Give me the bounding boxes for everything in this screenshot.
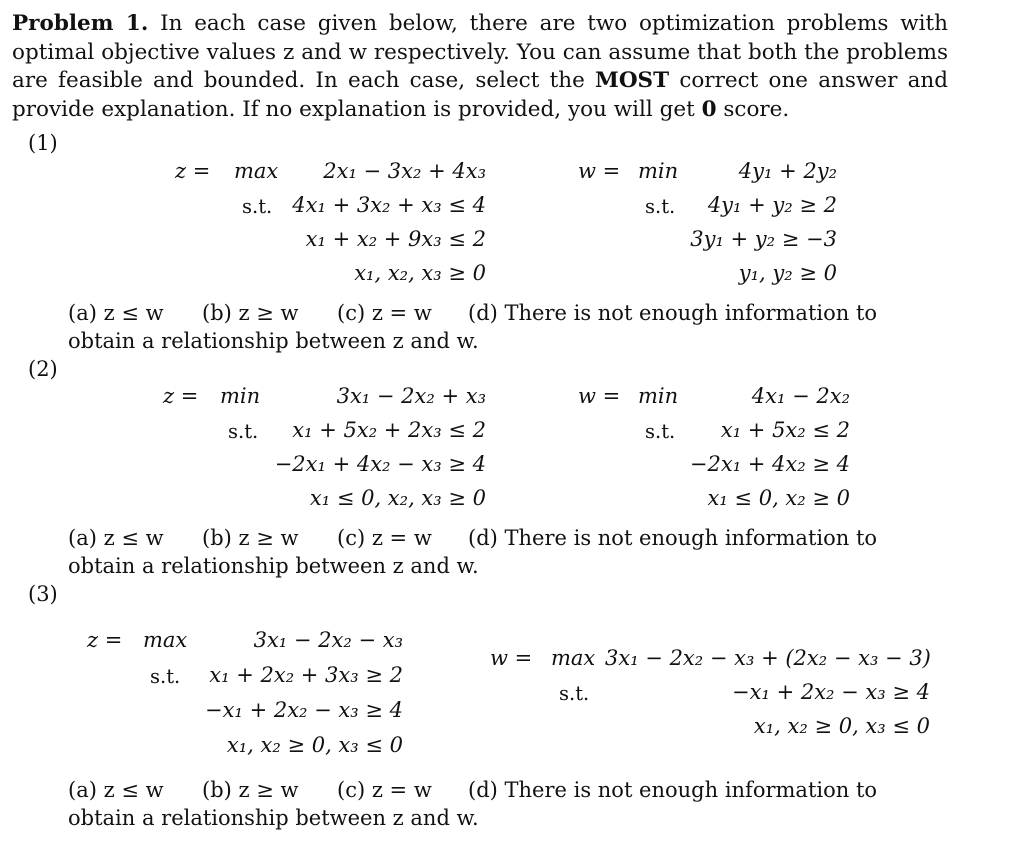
case-2-z-objective: 3x₁ − 2x₂ + x₃ xyxy=(336,384,486,408)
case-2-z-bounds: x₁ ≤ 0, x₂, x₃ ≥ 0 xyxy=(309,486,486,510)
case-3-z-bounds: x₁, x₂ ≥ 0, x₃ ≤ 0 xyxy=(226,733,403,757)
case-3-z-constraint-2: −x₁ + 2x₂ − x₃ ≥ 4 xyxy=(205,698,403,722)
case-3-z-op: max xyxy=(143,628,188,652)
case-1-option-c: (c) z = w xyxy=(337,301,432,325)
case-1-w-lhs: w = xyxy=(578,159,621,183)
case-3-option-a: (a) z ≤ w xyxy=(68,778,164,802)
case-1-z-objective: 2x₁ − 3x₂ + 4x₃ xyxy=(323,159,486,183)
case-1-options xyxy=(68,299,948,355)
problem-label: Problem 1. xyxy=(12,11,149,36)
case-2-w-bounds: x₁ ≤ 0, x₂ ≥ 0 xyxy=(707,486,850,510)
case-3-option-d: (d) There is not enough information to obtain a relationship between z and w. xyxy=(68,778,878,830)
zero-score: 0 xyxy=(701,96,717,122)
case-1-number: (1) xyxy=(28,131,58,155)
case-3-options xyxy=(68,776,948,832)
intro-text-b: correct one answer and provide explanation. If no explanation is provided, you will get xyxy=(12,68,948,122)
case-2-option-b: (b) z ≥ w xyxy=(202,526,299,550)
case-1-z-constraint-1: 4x₁ + 3x₂ + x₃ ≤ 4 xyxy=(292,193,486,217)
case-2-option-c: (c) z = w xyxy=(337,526,432,550)
case-3-w-st: s.t. xyxy=(559,682,590,705)
case-1-z-op: max xyxy=(234,159,279,183)
case-1-option-d: (d) There is not enough information to obtain a relationship between z and w. xyxy=(68,301,878,353)
case-1-z-st: s.t. xyxy=(242,195,273,218)
case-1-z-lhs: z = xyxy=(175,159,211,183)
case-1-w-constraint-2: 3y₁ + y₂ ≥ −3 xyxy=(690,227,837,251)
case-3-option-c: (c) z = w xyxy=(337,778,432,802)
case-3-z-st: s.t. xyxy=(150,665,181,688)
intro-text-c: score. xyxy=(716,96,790,122)
case-1-z-bounds: x₁, x₂, x₃ ≥ 0 xyxy=(354,261,486,285)
case-3-number: (3) xyxy=(28,582,58,606)
case-2-w-op: min xyxy=(638,384,679,408)
case-2-option-d: (d) There is not enough information to obtain a relationship between z and w. xyxy=(68,526,878,578)
case-3-w-constraint-1: −x₁ + 2x₂ − x₃ ≥ 4 xyxy=(732,680,930,704)
case-2-w-st: s.t. xyxy=(645,420,676,443)
case-1-w-constraint-1: 4y₁ + y₂ ≥ 2 xyxy=(707,193,837,217)
case-2-z-constraint-2: −2x₁ + 4x₂ − x₃ ≥ 4 xyxy=(274,452,486,476)
case-3-w-objective: 3x₁ − 2x₂ − x₃ + (2x₂ − x₃ − 3) xyxy=(605,646,931,670)
case-3-z-objective: 3x₁ − 2x₂ − x₃ xyxy=(253,628,403,652)
case-3-w-bounds: x₁, x₂ ≥ 0, x₃ ≤ 0 xyxy=(753,714,930,738)
intro-text-a: In each case given below, there are two optimization problems with optimal objective values z and w respectively. You can assume that both the problems are feasible and bounded. In each case, select the xyxy=(12,11,948,93)
case-2-z-st: s.t. xyxy=(228,420,259,443)
problem-statement xyxy=(12,10,948,124)
most-emphasis: MOST xyxy=(595,68,670,93)
case-2-option-a: (a) z ≤ w xyxy=(68,526,164,550)
case-3-w-lhs: w = xyxy=(490,646,533,670)
case-2-w-objective: 4x₁ − 2x₂ xyxy=(751,384,850,408)
case-2-number: (2) xyxy=(28,357,58,381)
case-3-z-lhs: z = xyxy=(87,628,123,652)
case-1-option-b: (b) z ≥ w xyxy=(202,301,299,325)
case-1-w-st: s.t. xyxy=(645,195,676,218)
case-2-z-constraint-1: x₁ + 5x₂ + 2x₃ ≤ 2 xyxy=(292,418,486,442)
case-2-w-constraint-1: x₁ + 5x₂ ≤ 2 xyxy=(720,418,850,442)
case-1-w-op: min xyxy=(638,159,679,183)
case-2-z-lhs: z = xyxy=(163,384,199,408)
case-3-z-constraint-1: x₁ + 2x₂ + 3x₃ ≥ 2 xyxy=(209,663,403,687)
case-1-w-bounds: y₁, y₂ ≥ 0 xyxy=(738,261,837,285)
case-3-option-b: (b) z ≥ w xyxy=(202,778,299,802)
case-1-w-objective: 4y₁ + 2y₂ xyxy=(738,159,837,183)
case-2-z-op: min xyxy=(220,384,261,408)
case-2-w-lhs: w = xyxy=(578,384,621,408)
case-2-w-constraint-2: −2x₁ + 4x₂ ≥ 4 xyxy=(689,452,850,476)
case-1-option-a: (a) z ≤ w xyxy=(68,301,164,325)
case-2-options xyxy=(68,524,948,580)
case-3-w-op: max xyxy=(551,646,596,670)
case-1-z-constraint-2: x₁ + x₂ + 9x₃ ≤ 2 xyxy=(305,227,486,251)
